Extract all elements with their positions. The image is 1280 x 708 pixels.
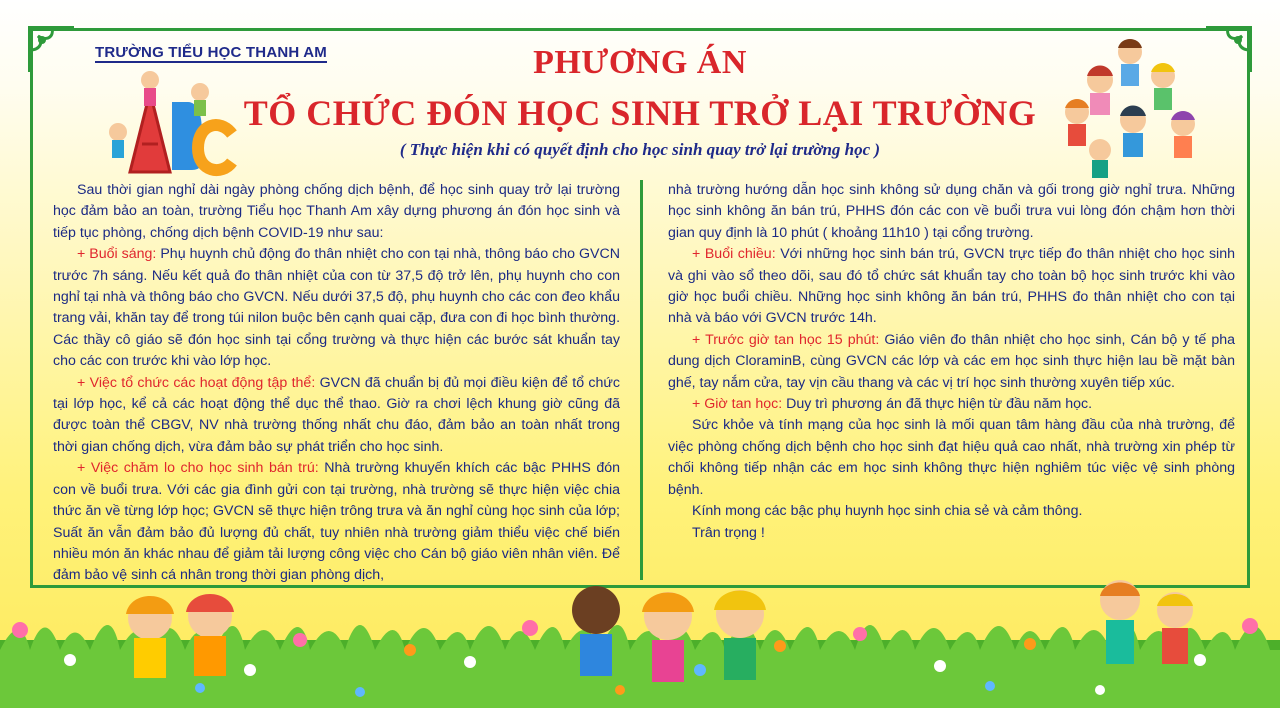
before-dismissal-text: Giáo viên đo thân nhiệt cho học sinh, Cán bộ y tế pha dung dịch CloraminB, cùng GVCN các lớp và các em học sinh thực hiện lau bề mặt bàn ghế, tay nắm cửa, tay vịn cầu thang và các vị trí học sinh thường xuyên tiếp xúc. <box>668 331 1235 391</box>
dismissal-label: + Giờ tan học: <box>692 396 783 413</box>
school-name: TRƯỜNG TIỂU HỌC THANH AM <box>95 44 327 61</box>
boarding-text: Nhà trường khuyến khích các bậc PHHS đón con về buổi trưa. Với các gia đình gửi con tại trường, nhà trường sẽ thực hiện việc chia thức ăn về từng lớp học; GVCN sẽ thực hiện trông trưa và ăn nghỉ cùng học sinh của lớp; Suất ăn vẫn đảm bảo đủ lượng đủ chất, tuy nhiên nhà trường giảm thiểu việc chế biến nhiều món ăn khác nhau để giảm tải lượng công việc cho Cán bộ giáo viên nhân viên. Để đảm bảo vệ sinh cá nhân trong thời gian phòng dịch, <box>53 460 621 584</box>
kids-bottom-illustration <box>0 580 1280 708</box>
right-column <box>668 180 1235 544</box>
title-line-2: TỔ CHỨC ĐÓN HỌC SINH TRỞ LẠI TRƯỜNG <box>243 93 1037 133</box>
thanks-line: Trân trọng ! <box>692 524 765 541</box>
morning-paragraph <box>53 244 620 372</box>
afternoon-text: Với những học sinh bán trú, GVCN trực tiếp đo thân nhiệt cho học sinh và ghi vào sổ theo dõi, sau đó tổ chức sát khuẩn tay cho toàn bộ học sinh trước khi vào giờ học buổi chiều. Những học sinh không ăn bán trú, PHHS đo thân nhiệt cho con tại nhà và báo với GVCN trước 14h. <box>668 246 1235 327</box>
closing-paragraph: Sức khỏe và tính mạng của học sinh là mối quan tâm hàng đầu của nhà trường, để việc phòng chống dịch bệnh cho học sinh đạt hiệu quả cao nhất, nhà trường xin phép từ chối không tiếp nhận các em học sinh không thực hiện nghiêm túc việc vệ sinh phòng bệnh. <box>668 417 1235 498</box>
title-line-1: PHƯƠNG ÁN <box>533 44 747 81</box>
afternoon-paragraph <box>668 244 1235 330</box>
left-column <box>53 180 620 587</box>
dismissal-paragraph <box>668 394 1235 415</box>
boarding-label: + Việc chăm lo cho học sinh bán trú: <box>77 460 319 477</box>
group-activity-label: + Việc tổ chức các hoạt động tập thể: <box>77 374 316 391</box>
dismissal-text: Duy trì phương án đã thực hiện từ đầu năm học. <box>782 396 1093 413</box>
group-activity-paragraph <box>53 373 620 459</box>
morning-label: + Buổi sáng: <box>77 246 157 263</box>
morning-text: Phụ huynh chủ động đo thân nhiệt cho con tại nhà, thông báo cho GVCN trước 7h sáng. Nếu kết quả đo thân nhiệt của con từ 37,5 độ trở lên, phụ huynh cho con nghỉ tại nhà và thông báo cho GVCN. Nếu dưới 37,5 độ, phụ huynh cho các con đeo khẩu trang vải, khăn tay để trong túi nilon buộc bên cạnh quai cặp, đưa con đi học bình thường. Các thầy cô giáo sẽ đón học sinh tại cổng trường và thực hiện các bước sát khuẩn tay cho các con trước khi vào lớp học. <box>53 246 621 370</box>
boarding-paragraph <box>53 458 620 586</box>
before-dismissal-label: + Trước giờ tan học 15 phút: <box>692 331 880 348</box>
afternoon-label: + Buổi chiều: <box>692 246 776 263</box>
regards-line: Kính mong các bậc phụ huynh học sinh chia sẻ và cảm thông. <box>692 503 1083 520</box>
continuation-paragraph: nhà trường hướng dẫn học sinh không sử dụng chăn và gối trong giờ nghỉ trưa. Những học sinh không ăn bán trú, PHHS đón các con về buổi trưa vui lòng đón chậm hơn thời gian quy định là 10 phút ( khoảng 11h10 ) tại cổng trường. <box>668 182 1235 241</box>
before-dismissal-paragraph <box>668 330 1235 394</box>
intro-paragraph: Sau thời gian nghỉ dài ngày phòng chống dịch bệnh, để học sinh quay trở lại trường học đảm bảo an toàn, trường Tiểu học Thanh Am xây dựng phương án đón học sinh và tiếp tục phòng, chống dịch bệnh COVID-19 như sau: <box>53 182 620 241</box>
column-divider <box>640 180 643 580</box>
subtitle: ( Thực hiện khi có quyết định cho học sinh quay trở lại trường học ) <box>399 140 881 159</box>
group-activity-text: GVCN đã chuẩn bị đủ mọi điều kiện để tổ chức tại lớp học, kể cả các hoạt động thể dục thể thao. Giờ ra chơi lệch khung giờ cũng đã được toàn thể CBGV, NV nhà trường thống nhất chu đáo, đảm bảo an toàn nhất trong thời gian chống dịch, vừa đảm bảo sự phát triển cho học sinh. <box>53 374 620 455</box>
